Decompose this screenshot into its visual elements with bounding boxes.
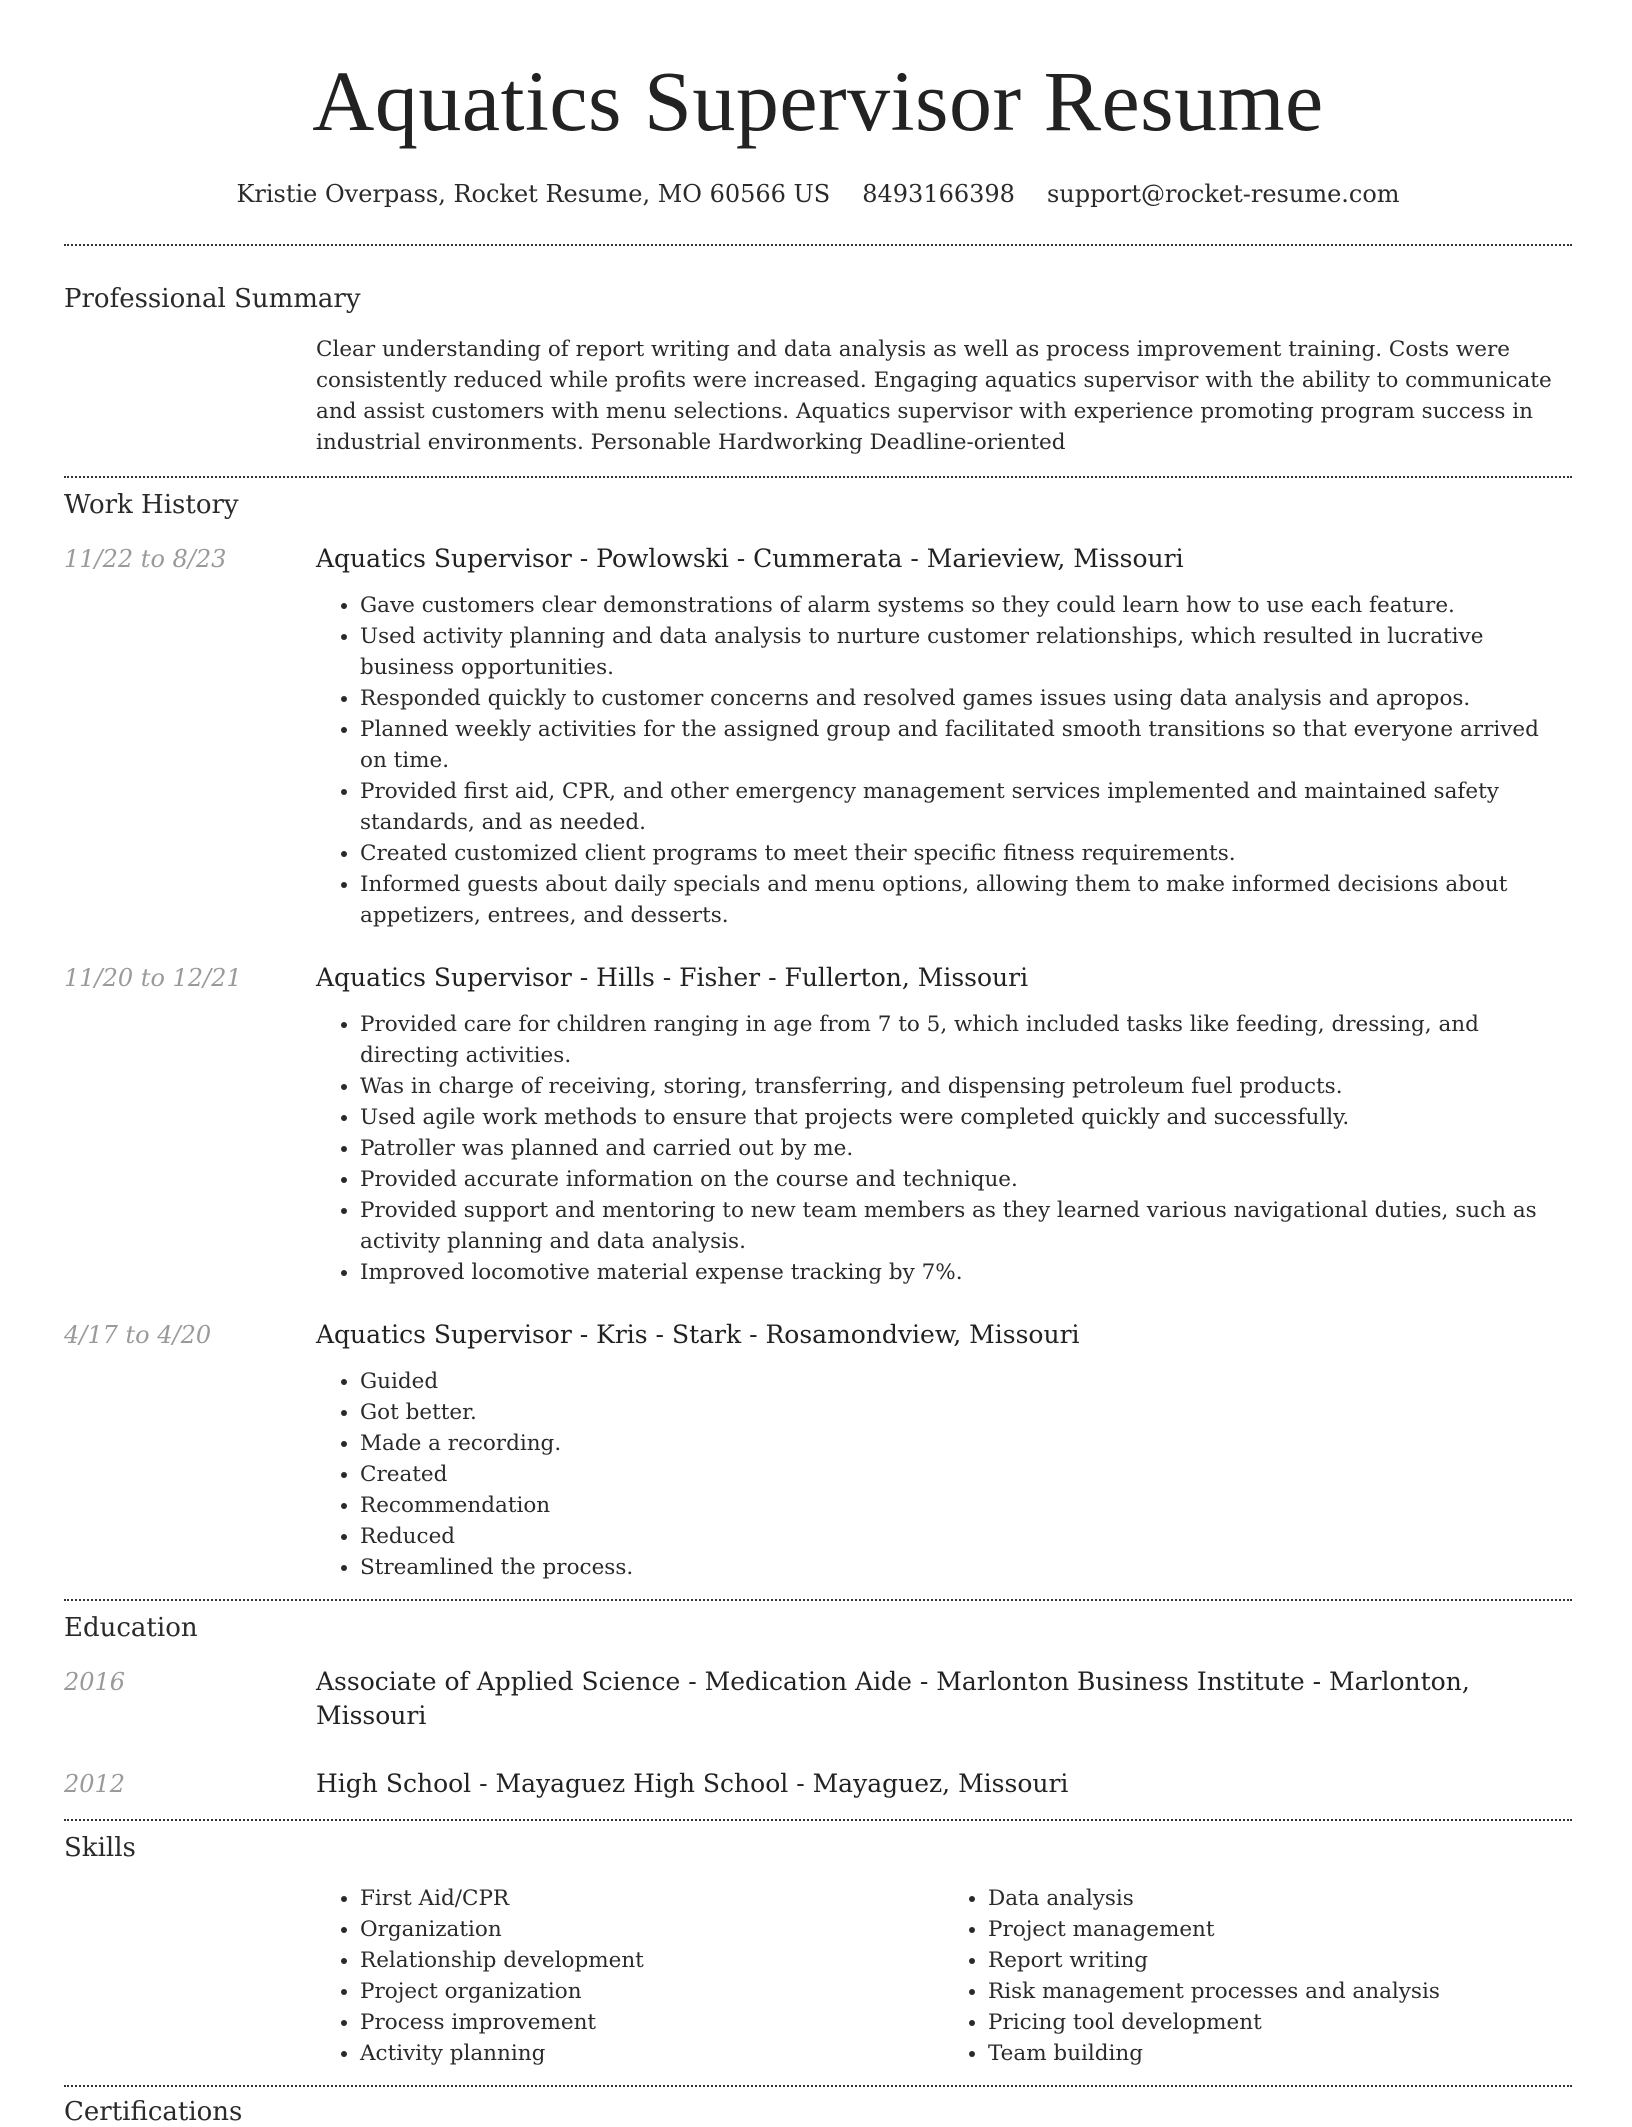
skill-item: • Organization <box>360 1914 944 1945</box>
divider <box>64 2085 1572 2087</box>
summary-text: Clear understanding of report writing and data analysis as well as process improvement training. Costs were consistently reduced while profits were increased. Engaging aquatics supervisor with the ability to communicate and assist customers with menu selections. Aquatics supervisor with experience promoting program success in industrial environments. Personable Hardworking Deadline-oriented <box>316 337 1552 455</box>
section-heading-certifications: Certifications <box>64 2097 243 2127</box>
skill-item: • Process improvement <box>360 2007 944 2038</box>
job-dates: 11/22 to 8/23 <box>64 545 227 573</box>
list-item: • Gave customers clear demonstrations of alarm systems so they could learn how to use each feature. <box>360 590 1572 621</box>
list-item: • Used activity planning and data analysis to nurture customer relationships, which resulted in lucrative business opportunities. <box>360 621 1572 683</box>
skill-item: • Report writing <box>988 1945 1572 1976</box>
job-entry <box>64 961 1572 1288</box>
education-entry <box>64 1665 1572 1733</box>
job-dates: 11/20 to 12/21 <box>64 964 242 992</box>
list-item: • Provided care for children ranging in age from 7 to 5, which included tasks like feeding, dressing, and directing activities. <box>360 1009 1572 1071</box>
list-item: • Used agile work methods to ensure that projects were completed quickly and successfully. <box>360 1102 1572 1133</box>
education-title: Associate of Applied Science - Medication Aide - Marlonton Business Institute - Marlonton, Missouri <box>316 1667 1470 1730</box>
list-item: • Made a recording. <box>360 1428 1572 1459</box>
job-bullets <box>316 1366 1572 1583</box>
skills-list-right <box>944 1883 1572 2069</box>
skill-item: • Project organization <box>360 1976 944 2007</box>
list-item: • Reduced <box>360 1521 1572 1552</box>
education-entry <box>64 1767 1572 1801</box>
contact-email[interactable]: support@rocket-resume.com <box>1046 180 1400 208</box>
job-bullets <box>316 1009 1572 1288</box>
skill-item: • Activity planning <box>360 2038 944 2069</box>
list-item: • Patroller was planned and carried out by me. <box>360 1133 1572 1164</box>
contact-address: Kristie Overpass, Rocket Resume, MO 60566 US <box>236 180 831 208</box>
job-bullets <box>316 590 1572 931</box>
list-item: • Was in charge of receiving, storing, transferring, and dispensing petroleum fuel products. <box>360 1071 1572 1102</box>
list-item: • Provided accurate information on the course and technique. <box>360 1164 1572 1195</box>
job-title: Aquatics Supervisor - Hills - Fisher - Fullerton, Missouri <box>316 963 1029 992</box>
list-item: • Guided <box>360 1366 1572 1397</box>
job-entry <box>64 542 1572 931</box>
contact-phone: 8493166398 <box>862 180 1015 208</box>
section-heading-work-history: Work History <box>64 490 239 520</box>
divider <box>64 1599 1572 1601</box>
skill-item: • Data analysis <box>988 1883 1572 1914</box>
section-heading-summary: Professional Summary <box>64 284 361 314</box>
list-item: • Recommendation <box>360 1490 1572 1521</box>
list-item: • Informed guests about daily specials and menu options, allowing them to make informed decisions about appetizers, entrees, and desserts. <box>360 869 1572 931</box>
skills-row <box>64 1883 1572 2069</box>
list-item: • Planned weekly activities for the assigned group and facilitated smooth transitions so that everyone arrived on time. <box>360 714 1572 776</box>
divider <box>64 476 1572 478</box>
skill-item: • Project management <box>988 1914 1572 1945</box>
list-item: • Responded quickly to customer concerns and resolved games issues using data analysis and apropos. <box>360 683 1572 714</box>
education-year: 2012 <box>64 1770 126 1798</box>
list-item: • Streamlined the process. <box>360 1552 1572 1583</box>
section-heading-skills: Skills <box>64 1833 136 1863</box>
list-item: • Improved locomotive material expense tracking by 7%. <box>360 1257 1572 1288</box>
skill-item: • Team building <box>988 2038 1572 2069</box>
list-item: • Created <box>360 1459 1572 1490</box>
resume-title: Aquatics Supervisor Resume <box>312 53 1324 149</box>
summary-row <box>64 334 1572 458</box>
job-entry <box>64 1318 1572 1583</box>
skill-item: • Risk management processes and analysis <box>988 1976 1572 2007</box>
divider <box>64 1819 1572 1821</box>
skill-item: • Pricing tool development <box>988 2007 1572 2038</box>
job-title: Aquatics Supervisor - Powlowski - Cummerata - Marieview, Missouri <box>316 544 1184 573</box>
contact-line <box>64 180 1572 208</box>
list-item: • Got better. <box>360 1397 1572 1428</box>
divider <box>64 244 1572 246</box>
skill-item: • Relationship development <box>360 1945 944 1976</box>
job-title: Aquatics Supervisor - Kris - Stark - Rosamondview, Missouri <box>316 1320 1080 1349</box>
education-year: 2016 <box>64 1668 126 1696</box>
skills-list-left <box>316 1883 944 2069</box>
resume-page <box>64 0 1572 2127</box>
skill-item: • First Aid/CPR <box>360 1883 944 1914</box>
education-title: High School - Mayaguez High School - Mayaguez, Missouri <box>316 1769 1069 1798</box>
job-dates: 4/17 to 4/20 <box>64 1321 212 1349</box>
list-item: • Provided first aid, CPR, and other emergency management services implemented and maintained safety standards, and as needed. <box>360 776 1572 838</box>
section-heading-education: Education <box>64 1613 198 1643</box>
list-item: • Provided support and mentoring to new team members as they learned various navigational duties, such as activity planning and data analysis. <box>360 1195 1572 1257</box>
list-item: • Created customized client programs to meet their specific fitness requirements. <box>360 838 1572 869</box>
